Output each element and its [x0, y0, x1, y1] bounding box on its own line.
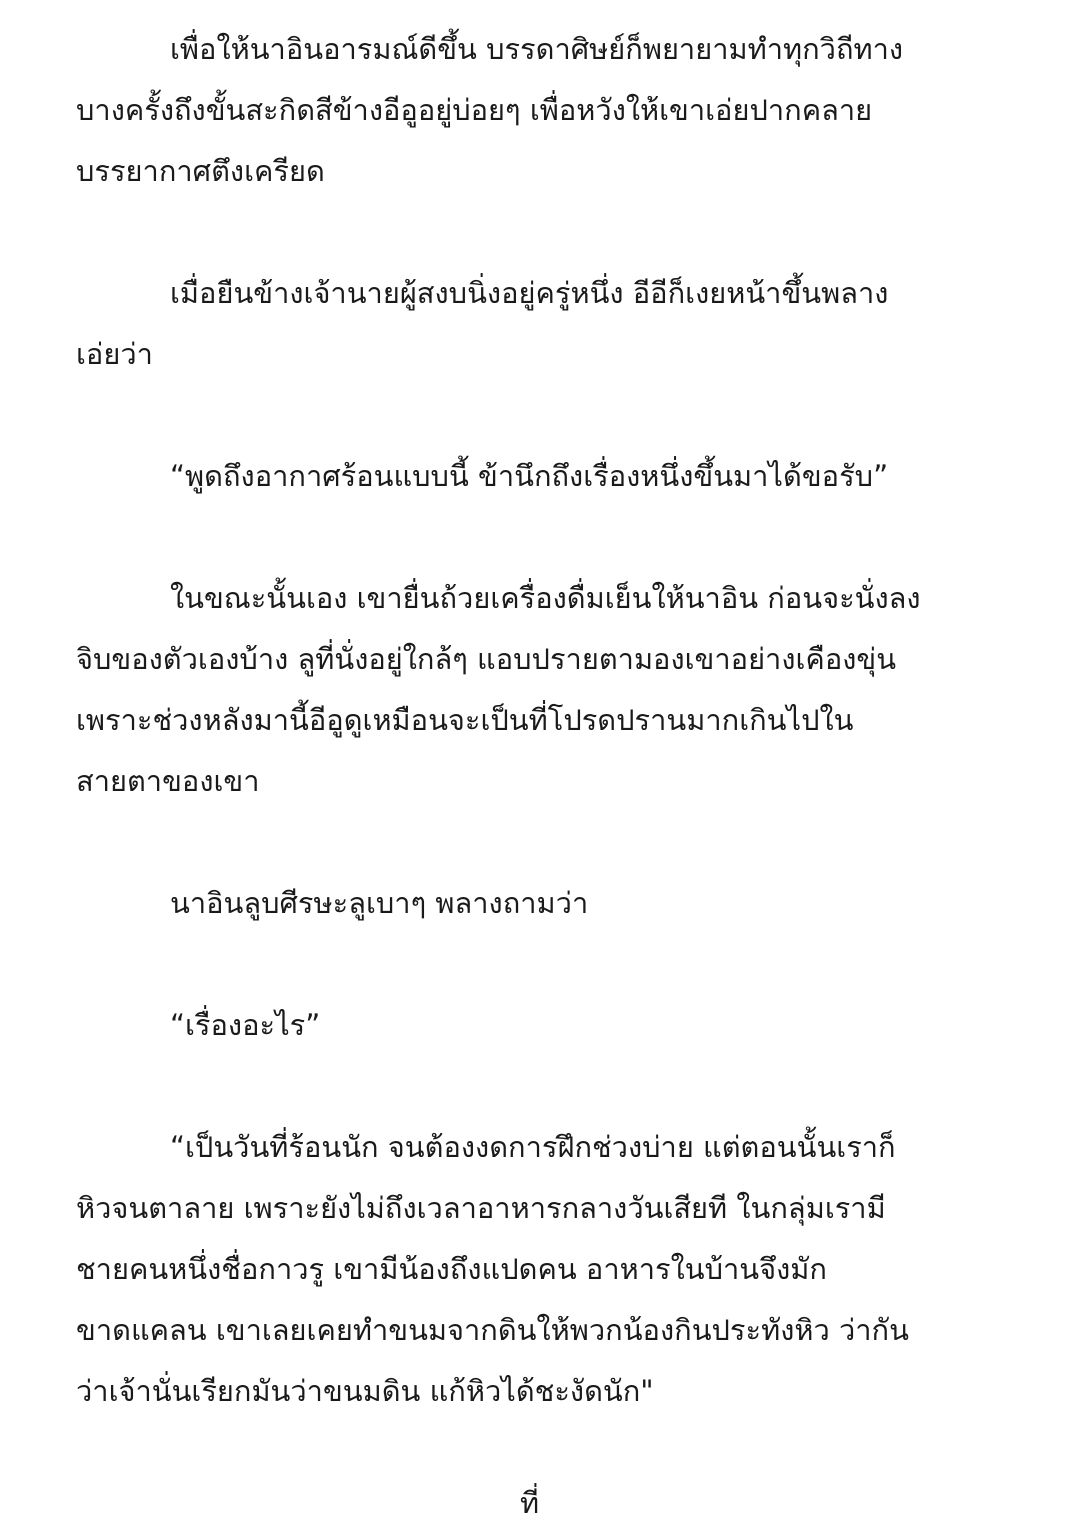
text-line: เพราะช่วงหลังมานี้อีอูดูเหมือนจะเป็นที่โปรดปรานมากเกินไปใน [76, 703, 854, 737]
text-line: เอ่ยว่า [76, 337, 153, 371]
paragraph-6 [76, 1000, 1016, 1061]
text-line: ว่าเจ้านั่นเรียกมันว่าขนมดิน แก้หิวได้ชะงัดนัก" [76, 1374, 654, 1408]
text-line: เมื่อยืนข้างเจ้านายผู้สงบนิ่งอยู่ครู่หนึ่ง อีอีก็เงยหน้าขึ้นพลาง [170, 276, 889, 310]
text-line: เพื่อให้นาอินอารมณ์ดีขึ้น บรรดาศิษย์ก็พยายามทำทุกวิถีทาง [170, 32, 904, 66]
paragraph-2 [76, 268, 1016, 390]
paragraph-1 [76, 24, 1016, 207]
text-line: บางครั้งถึงขั้นสะกิดสีข้างอีอูอยู่บ่อยๆ เพื่อหวังให้เขาเอ่ยปากคลาย [76, 93, 873, 127]
text-line: “เป็นวันที่ร้อนนัก จนต้องงดการฝึกช่วงบ่าย แต่ตอนนั้นเราก็ [170, 1130, 896, 1164]
cut-off-text-fragment: ที่ [520, 1486, 540, 1520]
text-line: “พูดถึงอากาศร้อนแบบนี้ ข้านึกถึงเรื่องหนึ่งขึ้นมาได้ขอรับ” [170, 459, 889, 493]
text-line: บรรยากาศตึงเครียด [76, 154, 325, 188]
paragraph-4 [76, 573, 1016, 817]
text-line: “เรื่องอะไร” [170, 1008, 321, 1042]
text-line: ในขณะนั้นเอง เขายื่นถ้วยเครื่องดื่มเย็นให้นาอิน ก่อนจะนั่งลง [170, 581, 921, 615]
text-line: ขาดแคลน เขาเลยเคยทำขนมจากดินให้พวกน้องกินประทังหิว ว่ากัน [76, 1313, 909, 1347]
text-line: หิวจนตาลาย เพราะยังไม่ถึงเวลาอาหารกลางวันเสียที ในกลุ่มเรามี [76, 1191, 886, 1225]
text-line: สายตาของเขา [76, 764, 260, 798]
paragraph-3 [76, 451, 1016, 512]
text-line: นาอินลูบศีรษะลูเบาๆ พลางถามว่า [170, 886, 589, 920]
document-body [76, 24, 1016, 1488]
paragraph-7 [76, 1122, 1016, 1427]
text-line: ชายคนหนึ่งชื่อกาวรู เขามีน้องถึงแปดคน อาหารในบ้านจึงมัก [76, 1252, 827, 1286]
text-line: จิบของตัวเองบ้าง ลูที่นั่งอยู่ใกล้ๆ แอบปรายตามองเขาอย่างเคืองขุ่น [76, 642, 897, 676]
paragraph-5 [76, 878, 1016, 939]
